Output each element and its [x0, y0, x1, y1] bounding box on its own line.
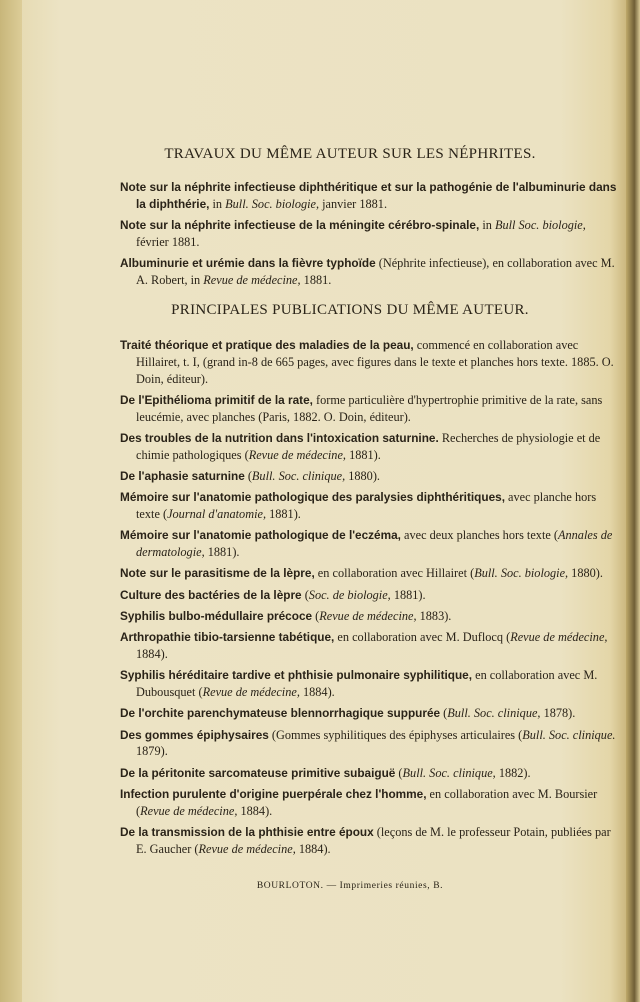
- bibliography-entry: [120, 667, 620, 700]
- entry-normal-text: (: [312, 609, 320, 623]
- nephrites-list: [120, 179, 620, 288]
- document-body: [120, 140, 620, 891]
- section-heading-publications: PRINCIPALES PUBLICATIONS DU MÊME AUTEUR.: [171, 302, 529, 319]
- entry-italic-text: Bull. Soc. clinique,: [402, 765, 496, 780]
- entry-italic-text: Bull. Soc. biologie,: [474, 566, 569, 581]
- entry-normal-text: (: [440, 706, 448, 721]
- entry-italic-text: Journal d'anatomie,: [167, 507, 267, 522]
- entry-normal-text: forme particulière d'hypertrophie primitive de la rate, sans leucémie, avec planches (Paris, 1882. O. Doin, éditeur).: [136, 393, 603, 424]
- entry-italic-text: Annales de dermatologie,: [136, 528, 613, 560]
- bibliography-entry: [120, 629, 620, 662]
- section-heading-nephrites: TRAVAUX DU MÊME AUTEUR SUR LES NÉPHRITES.: [164, 146, 536, 162]
- bibliography-entry: [120, 337, 620, 387]
- entry-bold-text: Syphilis héréditaire tardive et phthisie pulmonaire syphilitique,: [120, 668, 473, 683]
- bibliography-entry: [120, 705, 620, 722]
- entry-bold-text: Arthropathie tibio-tarsienne tabétique,: [120, 630, 335, 645]
- bibliography-entry: [120, 527, 620, 560]
- entry-normal-text: (Néphrite infectieuse), en collaboration avec M. A. Robert, in: [136, 256, 615, 287]
- entry-rest-text: 1884).: [299, 685, 335, 699]
- left-margin-strip: [0, 0, 22, 1002]
- bibliography-entry: [120, 824, 620, 857]
- entry-normal-text: in: [479, 218, 495, 232]
- entry-italic-text: Revue de médecine,: [203, 272, 301, 287]
- entry-normal-text: (: [301, 587, 309, 602]
- entry-normal-text: en collaboration avec M. Duflocq (: [334, 630, 511, 645]
- entry-rest-text: 1880).: [345, 469, 380, 484]
- bibliography-entry: [120, 608, 620, 625]
- entry-bold-text: Note sur le parasitisme de la lèpre,: [120, 566, 315, 581]
- entry-rest-text: 1884).: [295, 841, 331, 856]
- bibliography-entry: [120, 430, 620, 463]
- bibliography-entry: [120, 565, 620, 582]
- entry-italic-text: Bull Soc. biologie,: [494, 218, 586, 232]
- entry-bold-text: De l'orchite parenchymateuse blennorrhagique suppurée: [120, 706, 441, 721]
- entry-rest-text: 1881).: [266, 507, 301, 522]
- bibliography-entry: [120, 765, 620, 782]
- entry-bold-text: Infection purulente d'origine puerpérale chez l'homme,: [120, 786, 427, 801]
- entry-bold-text: De l'aphasie saturnine: [120, 469, 245, 484]
- entry-bold-text: De la péritonite sarcomateuse primitive subaiguë: [120, 765, 396, 780]
- entry-italic-text: Revue de médecine,: [319, 609, 417, 623]
- entry-bold-text: Mémoire sur l'anatomie pathologique de l'eczéma,: [120, 528, 401, 543]
- entry-rest-text: 1881).: [390, 587, 426, 602]
- entry-normal-text: avec deux planches hors texte (: [400, 528, 558, 543]
- entry-normal-text: avec planche hors texte (: [136, 490, 597, 522]
- publications-list: [120, 337, 620, 857]
- bibliography-entry: [120, 468, 620, 485]
- entry-rest-text: 1880).: [568, 566, 603, 581]
- entry-rest-text: 1881.: [300, 272, 332, 287]
- entry-italic-text: Bull. Soc. clinique.: [522, 727, 616, 742]
- bibliography-entry: [120, 727, 620, 760]
- entry-normal-text: in: [209, 196, 226, 211]
- entry-bold-text: Traité théorique et pratique des maladies de la peau,: [120, 338, 414, 353]
- entry-normal-text: commencé en collaboration avec Hillairet, t. I, (grand in-8 de 665 pages, avec figures dans le texte et planches hors texte. 1885. O. Doin, éditeur).: [136, 338, 614, 386]
- entry-bold-text: Mémoire sur l'anatomie pathologique des paralysies diphthéritiques,: [120, 490, 505, 505]
- bibliography-entry: [120, 217, 620, 250]
- entry-normal-text: en collaboration avec M. Boursier (: [136, 786, 598, 818]
- entry-rest-text: 1881).: [346, 447, 381, 462]
- entry-italic-text: Bull. Soc. clinique,: [447, 706, 541, 721]
- printer-footer: BOURLOTON. — Imprimeries réunies, B.: [256, 881, 444, 892]
- binding-edge: [626, 0, 640, 1002]
- entry-bold-text: Albuminurie et urémie dans la fièvre typhoïde: [120, 256, 376, 270]
- entry-rest-text: 1884).: [136, 647, 168, 661]
- entry-bold-text: Note sur la néphrite infectieuse diphthéritique et sur la pathogénie de l'albuminurie dans la diphthérie,: [120, 180, 617, 211]
- entry-normal-text: (: [395, 765, 403, 780]
- entry-bold-text: De la transmission de la phthisie entre époux: [120, 824, 374, 839]
- entry-bold-text: Syphilis bulbo-médullaire précoce: [120, 609, 313, 623]
- entry-normal-text: (Gommes syphilitiques des épiphyses articulaires (: [268, 727, 523, 742]
- entry-bold-text: Des troubles de la nutrition dans l'intoxication saturnine.: [120, 431, 439, 446]
- entry-italic-text: Revue de médecine,: [140, 803, 238, 818]
- entry-italic-text: Bull. Soc. biologie,: [225, 196, 320, 211]
- entry-bold-text: Des gommes épiphysaires: [120, 727, 269, 742]
- entry-bold-text: Culture des bactéries de la lèpre: [120, 587, 302, 602]
- entry-italic-text: Revue de médecine,: [198, 841, 296, 856]
- entry-normal-text: en collaboration avec Hillairet (: [314, 566, 475, 581]
- entry-italic-text: Revue de médecine,: [510, 630, 608, 645]
- entry-rest-text: janvier 1881.: [319, 196, 388, 211]
- entry-italic-text: Revue de médecine,: [202, 685, 300, 699]
- entry-normal-text: (: [244, 469, 252, 484]
- entry-rest-text: 1879).: [136, 744, 168, 759]
- entry-bold-text: De l'Epithélioma primitif de la rate,: [120, 393, 313, 408]
- entry-normal-text: en collaboration avec M. Dubousquet (: [136, 668, 598, 699]
- entry-rest-text: 1883).: [416, 609, 452, 623]
- entry-bold-text: Note sur la néphrite infectieuse de la méningite cérébro-spinale,: [120, 218, 480, 232]
- entry-italic-text: Bull. Soc. clinique,: [251, 469, 346, 484]
- bibliography-entry: [120, 587, 620, 604]
- bibliography-entry: [120, 392, 620, 425]
- entry-normal-text: Recherches de physiologie et de chimie pathologiques (: [136, 431, 601, 462]
- bibliography-entry: [120, 179, 620, 212]
- bibliography-entry: [120, 489, 620, 522]
- entry-rest-text: 1884).: [237, 803, 273, 818]
- bibliography-entry: [120, 255, 620, 288]
- entry-normal-text: (leçons de M. le professeur Potain, publiées par E. Gaucher (: [136, 824, 611, 856]
- bibliography-entry: [120, 786, 620, 819]
- entry-rest-text: 1881).: [204, 545, 240, 560]
- entry-rest-text: 1882).: [495, 765, 531, 780]
- entry-rest-text: février 1881.: [136, 234, 200, 249]
- entry-italic-text: Soc. de biologie,: [308, 587, 391, 602]
- entry-rest-text: 1878).: [540, 706, 576, 721]
- entry-italic-text: Revue de médecine,: [248, 447, 346, 462]
